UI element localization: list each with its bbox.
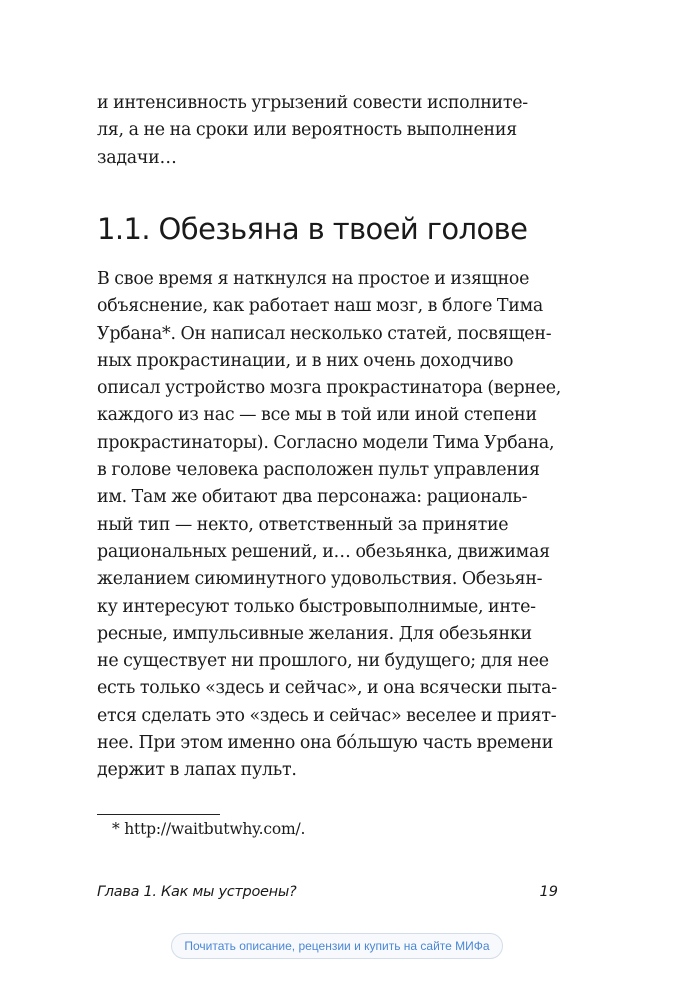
text-line: ку интересуют только быстровыполнимые, инте- — [97, 596, 536, 617]
footnote: * http://waitbutwhy.com/. — [112, 820, 306, 838]
intro-paragraph — [97, 90, 597, 172]
text-line: не существует ни прошлого, ни будущего; для нее — [97, 651, 549, 672]
text-line: каждого из нас — все мы в той или иной степени — [97, 405, 537, 426]
text-line: в голове человека расположен пульт управления — [97, 460, 540, 481]
text-line: ля, а не на сроки или вероятность выполнения — [97, 120, 517, 141]
text-line: ный тип — некто, ответственный за принятие — [97, 514, 509, 535]
text-line: им. Там же обитают два персонажа: рациональ- — [97, 487, 528, 508]
text-line: есть только «здесь и сейчас», и она всячески пыта- — [97, 678, 557, 699]
text-line: ется сделать это «здесь и сейчас» веселее и прият- — [97, 705, 557, 726]
main-paragraph — [97, 266, 597, 785]
text-line: объяснение, как работает наш мозг, в блоге Тима — [97, 296, 544, 317]
page-number: 19 — [539, 884, 558, 900]
text-line: прокрастинаторы). Согласно модели Тима Урбана, — [97, 432, 555, 453]
promo-link-button[interactable]: Почитать описание, рецензии и купить на сайте МИФа — [171, 933, 503, 959]
text-line: описал устройство мозга прокрастинатора (вернее, — [97, 378, 562, 399]
text-line: Урбана*. Он написал несколько статей, посвящен- — [97, 323, 552, 344]
text-line: ных прокрастинации, и в них очень доходчиво — [97, 350, 514, 371]
text-line: В свое время я наткнулся на простое и изящное — [97, 269, 530, 289]
text-line: и интенсивность угрызений совести исполните- — [97, 93, 528, 113]
text-line: рациональных решений, и… обезьянка, движимая — [97, 541, 550, 562]
text-line: желанием сиюминутного удовольствия. Обезьян- — [97, 569, 543, 590]
text-line: нее. При этом именно она бóльшую часть времени — [97, 733, 554, 754]
text-line: ресные, импульсивные желания. Для обезьянки — [97, 623, 532, 644]
running-footer-chapter: Глава 1. Как мы устроены? — [97, 884, 297, 900]
section-heading: 1.1. Обезьяна в твоей голове — [97, 212, 528, 246]
text-line: задачи… — [97, 147, 177, 168]
footnote-divider — [97, 814, 220, 815]
text-line: держит в лапах пульт. — [97, 760, 297, 781]
